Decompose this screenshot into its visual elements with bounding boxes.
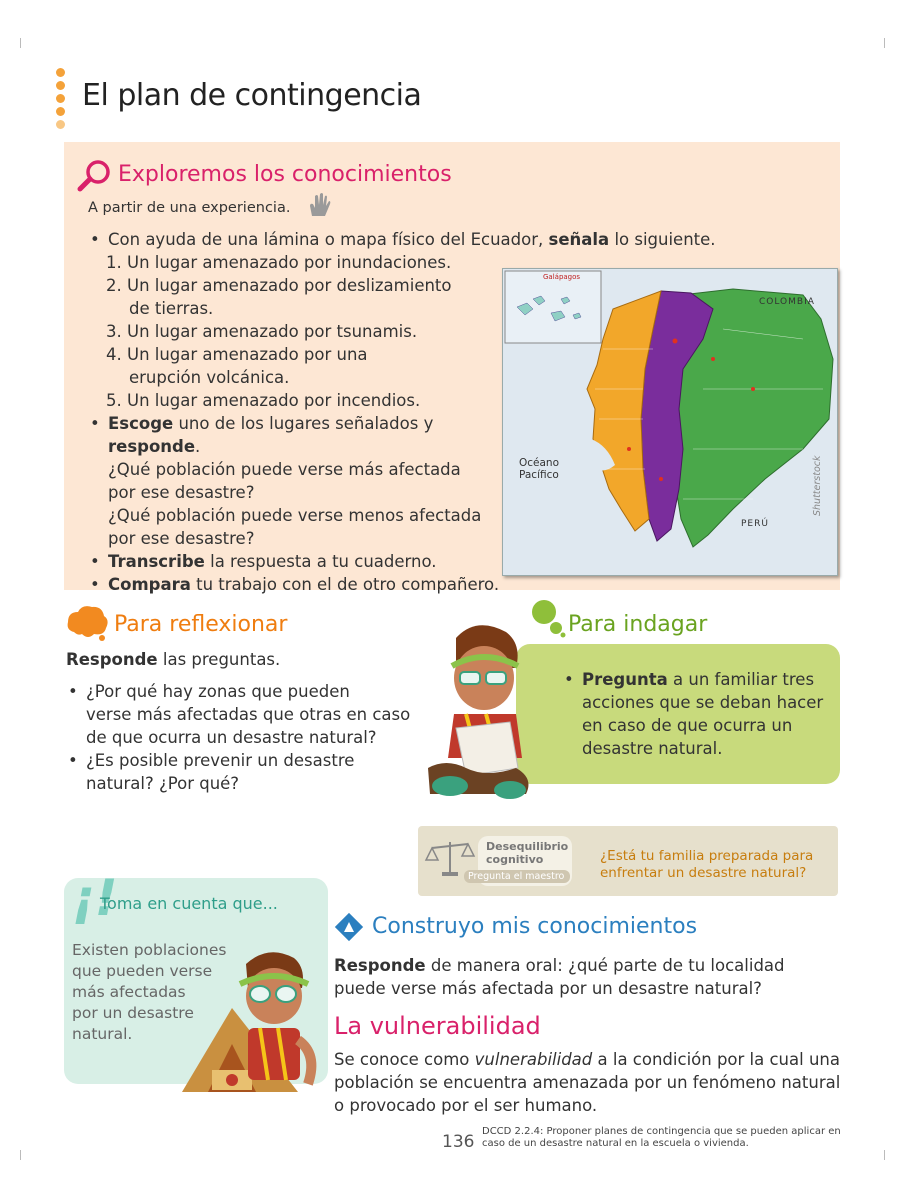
reflexionar-q2: • ¿Es posible prevenir un desastre natural? ¿Por qué? xyxy=(66,749,426,795)
hand-icon xyxy=(306,192,334,218)
crop-mark xyxy=(884,38,885,48)
map-label-ocean: Océano Pacífico xyxy=(519,457,560,481)
reflexionar-q1: • ¿Por qué hay zonas que pueden verse más afectadas que otras en caso de que ocurra un desastre natural? xyxy=(66,680,426,749)
list-item: 2. Un lugar amenazado por deslizamiento xyxy=(106,276,452,295)
list-item: 5. Un lugar amenazado por incendios. xyxy=(106,391,421,410)
map-label-peru: PERÚ xyxy=(741,519,769,529)
page-title: El plan de contingencia xyxy=(82,78,422,113)
desequilibrio-sub: Pregunta el maestro xyxy=(464,870,570,883)
list-item: 1. Un lugar amenazado por inundaciones. xyxy=(106,253,452,272)
cloud-icon xyxy=(66,604,110,642)
reflexionar-intro: Responde las preguntas. xyxy=(66,650,281,669)
explore-numbered-list xyxy=(88,251,518,412)
crop-mark xyxy=(20,1150,21,1160)
vulnerabilidad-text: Se conoce como vulnerabilidad a la condición por la cual una población se encuentra amenazada por un fenómeno natural o provocado por el ser humano. xyxy=(334,1050,841,1115)
construyo-heading: Construyo mis conocimientos xyxy=(372,914,698,939)
explore-heading: Exploremos los conocimientos xyxy=(118,162,452,187)
list-item: erupción volcánica. xyxy=(129,368,290,387)
page-number: 136 xyxy=(442,1132,475,1152)
list-item: de tierras. xyxy=(129,299,214,318)
map-drawing xyxy=(503,269,837,575)
footer-note: DCCD 2.2.4: Proponer planes de contingencia que se pueden aplicar en caso de un desastre natural en la escuela o vivienda. xyxy=(482,1126,841,1149)
reflexionar-heading: Para reflexionar xyxy=(114,612,288,637)
indagar-heading: Para indagar xyxy=(568,612,708,637)
exclamation-icon: ¡! xyxy=(72,869,118,927)
explore-bullet-2: • Escoge uno de los lugares señalados y responde. ¿Qué población puede verse más afectada por ese desastre? ¿Qué población puede verse menos afectada por ese desastre? xyxy=(88,412,518,550)
explore-bullet-3: • Transcribe la respuesta a tu cuaderno. xyxy=(88,550,518,573)
map-credit: Shutterstock xyxy=(812,455,823,516)
tip-heading: Toma en cuenta que... xyxy=(100,894,278,913)
construyo-text: Responde de manera oral: ¿qué parte de tu localidad puede verse más afectada por un desastre natural? xyxy=(334,956,785,998)
construction-icon xyxy=(334,912,364,942)
boy-reading-illustration xyxy=(426,618,536,814)
desequilibrio-title: Desequilibrio cognitivo xyxy=(486,840,569,866)
magnifier-icon xyxy=(76,158,114,194)
crop-mark xyxy=(884,1150,885,1160)
list-item: 3. Un lugar amenazado por tsunamis. xyxy=(106,322,418,341)
ecuador-map xyxy=(502,268,838,576)
explore-bullet-4: • Compara tu trabajo con el de otro compañero. xyxy=(88,573,518,596)
indagar-text xyxy=(562,668,832,760)
tip-text: Existen poblaciones que pueden verse más afectadas por un desastre natural. xyxy=(72,941,227,1043)
crop-mark xyxy=(20,38,21,48)
title-dots xyxy=(56,68,65,133)
indagar-bullet: • Pregunta a un familiar tres acciones que se deban hacer en caso de que ocurra un desastre natural. xyxy=(562,668,832,760)
desequilibrio-question: ¿Está tu familia preparada para enfrentar un desastre natural? xyxy=(600,848,814,881)
vulnerabilidad-heading: La vulnerabilidad xyxy=(334,1012,541,1040)
explore-subheading: A partir de una experiencia. xyxy=(88,200,291,216)
map-label-galapagos: Galápagos xyxy=(543,273,581,281)
reflexionar-questions xyxy=(66,680,426,795)
map-label-colombia: COLOMBIA xyxy=(759,297,815,307)
list-item: 4. Un lugar amenazado por una xyxy=(106,345,368,364)
explore-bullet-1: • Con ayuda de una lámina o mapa físico del Ecuador, señala lo siguiente. xyxy=(88,228,518,251)
boy-tent-illustration xyxy=(178,944,328,1096)
